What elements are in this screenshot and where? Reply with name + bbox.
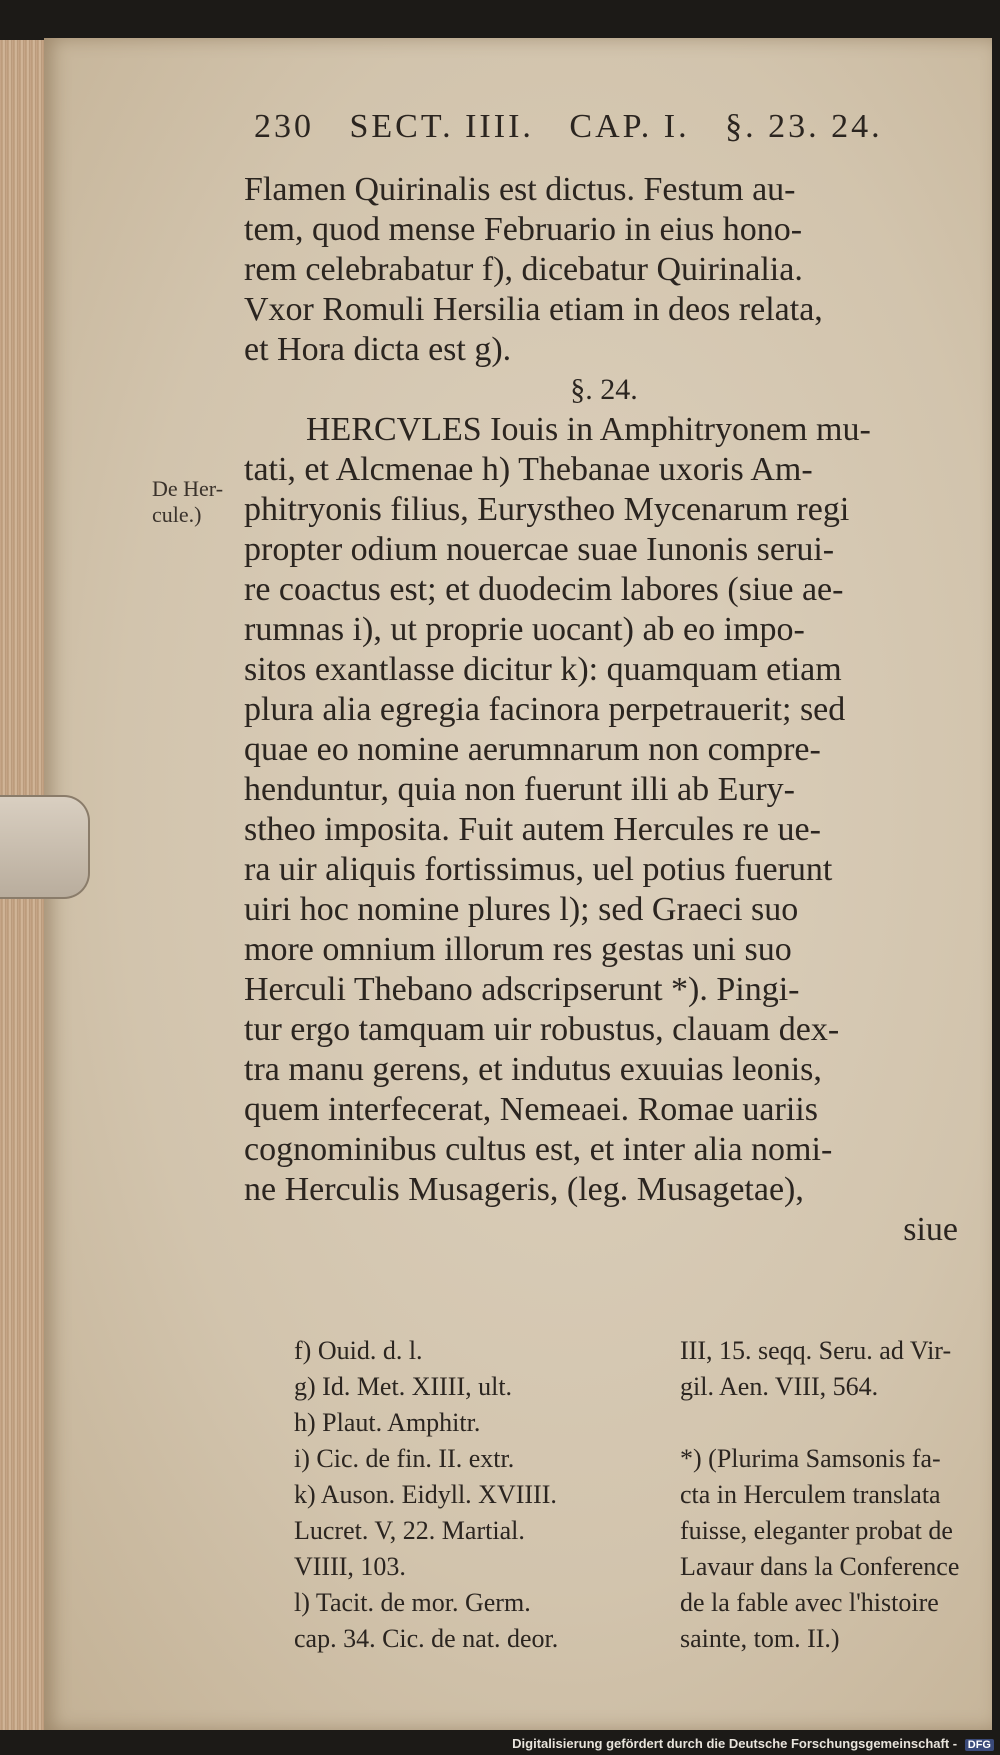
chapter-label: CAP. I. xyxy=(569,108,690,145)
text-line: HERCVLES Iouis in Amphitryonem mu- xyxy=(306,411,871,448)
text-line: uiri hoc nomine plures l); sed Graeci suo xyxy=(244,891,799,928)
page-clip xyxy=(0,795,90,899)
text-line: cognominibus cultus est, et inter alia nomi- xyxy=(244,1131,833,1168)
section-label: SECT. IIII. xyxy=(349,108,534,145)
text-line: propter odium nouercae suae Iunonis serui- xyxy=(244,531,835,568)
footnote: gil. Aen. VIII, 564. xyxy=(680,1372,879,1401)
text-line: more omnium illorum res gestas uni suo xyxy=(244,931,792,968)
text-line: quem interfecerat, Nemeaei. Romae uariis xyxy=(244,1091,818,1128)
text-line: phitryonis filius, Eurystheo Mycenarum regi xyxy=(244,491,850,528)
text-line: tati, et Alcmenae h) Thebanae uxoris Am- xyxy=(244,451,813,488)
footnote: VIIII, 103. xyxy=(294,1552,406,1581)
footnote: cap. 34. Cic. de nat. deor. xyxy=(294,1624,559,1653)
footnote: f) Ouid. d. l. xyxy=(294,1336,423,1365)
text-line: ra uir aliquis fortissimus, uel potius fuerunt xyxy=(244,851,833,888)
text-line: tem, quod mense Februario in eius hono- xyxy=(244,211,803,248)
text-line: re coactus est; et duodecim labores (siue ae- xyxy=(244,571,844,608)
footnote: *) (Plurima Samsonis fa- xyxy=(680,1444,941,1473)
credit-text: Digitalisierung gefördert durch die Deutsche Forschungsgemeinschaft - xyxy=(512,1736,958,1751)
footnotes-left xyxy=(294,1333,649,1657)
text-line: stheo imposita. Fuit autem Hercules re ue- xyxy=(244,811,821,848)
footnote: cta in Herculem translata xyxy=(680,1480,941,1509)
digitization-credit xyxy=(512,1736,994,1751)
text-line: quae eo nomine aerumnarum non compre- xyxy=(244,731,821,768)
text-line: tur ergo tamquam uir robustus, clauam dex- xyxy=(244,1011,840,1048)
footnote: de la fable avec l'histoire xyxy=(680,1588,939,1617)
footnote-spacer xyxy=(680,1405,1000,1441)
text-line: rem celebrabatur f), dicebatur Quirinalia. xyxy=(244,251,803,288)
footnote: k) Auson. Eidyll. XVIIII. xyxy=(294,1480,557,1509)
footnote: Lucret. V, 22. Martial. xyxy=(294,1516,525,1545)
main-text xyxy=(244,170,964,1250)
running-header xyxy=(254,108,944,146)
text-line: plura alia egregia facinora perpetrauerit; sed xyxy=(244,691,846,728)
text-line: tra manu gerens, et indutus exuuias leonis, xyxy=(244,1051,822,1088)
text-line: Herculi Thebano adscripserunt *). Pingi- xyxy=(244,971,800,1008)
footnote: sainte, tom. II.) xyxy=(680,1624,840,1653)
text-line: et Hora dicta est g). xyxy=(244,331,512,368)
text-line: sitos exantlasse dicitur k): quamquam etiam xyxy=(244,651,842,688)
text-line: ne Herculis Musageris, (leg. Musagetae), xyxy=(244,1171,804,1208)
page-number: 230 xyxy=(254,108,314,145)
footnote: fuisse, eleganter probat de xyxy=(680,1516,953,1545)
footnote: III, 15. seqq. Seru. ad Vir- xyxy=(680,1336,952,1365)
footnote: h) Plaut. Amphitr. xyxy=(294,1408,481,1437)
footnote: l) Tacit. de mor. Germ. xyxy=(294,1588,531,1617)
text-line: rumnas i), ut proprie uocant) ab eo impo- xyxy=(244,611,805,648)
footnotes-right xyxy=(680,1333,1000,1657)
paragraph-label: §. 23. 24. xyxy=(725,108,883,145)
book-page xyxy=(44,38,992,1730)
text-line: Flamen Quirinalis est dictus. Festum au- xyxy=(244,171,796,208)
footnote: Lavaur dans la Conference xyxy=(680,1552,960,1581)
section-heading: §. 24. xyxy=(570,373,638,406)
text-line: Vxor Romuli Hersilia etiam in deos relata, xyxy=(244,291,823,328)
catchword: siue xyxy=(903,1211,958,1248)
footnote: i) Cic. de fin. II. extr. xyxy=(294,1444,515,1473)
footnote: g) Id. Met. XIIII, ult. xyxy=(294,1372,513,1401)
dfg-logo: DFG xyxy=(965,1739,994,1751)
text-line: henduntur, quia non fuerunt illi ab Eury- xyxy=(244,771,796,808)
margin-note: De Her- cule.) xyxy=(152,476,224,527)
